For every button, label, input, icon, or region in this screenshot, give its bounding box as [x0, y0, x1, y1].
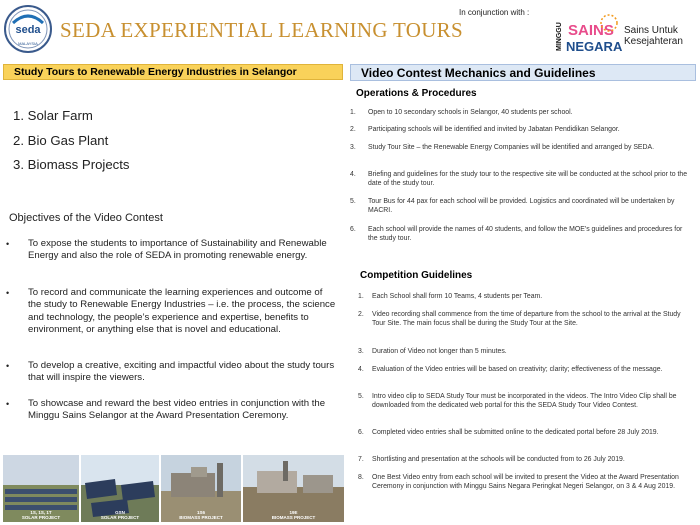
list-item: 4. Briefing and guidelines for the study tour to the respective site will be conducted at the school prior to the date of the study tour. — [350, 171, 688, 188]
svg-text:MALAYSIA: MALAYSIA — [18, 41, 38, 46]
photo-caption: 19E BIOMASS PROJECT — [271, 510, 316, 520]
list-item: 1. Each School shall form 10 Teams, 4 students per Team. — [358, 293, 543, 300]
solar-farm-photo — [3, 455, 79, 522]
list-item: 3. Duration of Video not longer than 5 minutes. — [358, 348, 507, 355]
tour-list — [13, 108, 130, 182]
list-item: 5. Intro video clip to SEDA Study Tour must be incorporated in the videos. The Intro Video Clip shall be downloaded from the dedicated web portal for this the SEDA Study Tour Video Contest. — [358, 393, 677, 410]
competition-heading: Competition Guidelines — [360, 270, 473, 281]
svg-text:seda: seda — [15, 24, 41, 36]
objectives-list — [6, 238, 338, 423]
operations-list — [350, 108, 692, 243]
list-item: 1. Solar Farm — [13, 108, 93, 123]
list-item: • To showcase and reward the best video entries in conjunction with the Minggu Sains Selangor at the Award Presentation Ceremony. — [6, 398, 338, 423]
conjunction-label: In conjunction with : — [459, 8, 530, 17]
biomass-plant-photo — [161, 455, 241, 522]
list-item: 6. Completed video entries shall be submitted online to the dedicated portal before 28 July 2019. — [358, 429, 659, 436]
minggu-sains-negara-logo — [555, 11, 623, 55]
list-item: 7. Shortlisting and presentation at the schools will be conducted from to 26 July 2019. — [358, 456, 625, 463]
biomass-site-photo — [243, 455, 344, 522]
photo-caption: 1S, 1S, 1T SOLAR PROJECT — [21, 510, 61, 520]
photo-caption: GSN SOLAR PROJECT — [100, 510, 140, 520]
objectives-heading: Objectives of the Video Contest — [9, 212, 163, 224]
list-item: 3. Biomass Projects — [13, 157, 130, 172]
svg-text:MINGGU: MINGGU — [556, 22, 563, 51]
sains-tagline: Sains Untuk Kesejahteran — [624, 25, 683, 47]
list-item: 2. Video recording shall commence from the time of departure from the school to the arrival at the Study Tour Site. The main focus shall be during the Study Tour at the Site. — [358, 311, 681, 328]
page-title: SEDA EXPERIENTIAL LEARNING TOURS — [60, 18, 463, 42]
list-item: 8. One Best Video entry from each school will be invited to present the Video at the Award Presentation Ceremony in conjunction with Minggu Sains Negara Peringkat Negeri Selangor, on 3 & 4 Aug 2019. — [358, 474, 679, 491]
list-item: 2. Participating schools will be identified and invited by Jabatan Pendidikan Selangor. — [350, 126, 620, 133]
list-item: • To expose the students to importance of Sustainability and Renewable Energy and also the role of SEDA in promoting renewable energy. — [6, 238, 338, 287]
list-item: 6. Each school will provide the names of 40 students, and follow the MOE’s guidelines and procedures for the study tour. — [350, 226, 683, 243]
project-photo-strip — [3, 455, 344, 522]
list-item: 2. Bio Gas Plant — [13, 132, 109, 148]
photo-caption: 1S6 BIOMASS PROJECT — [179, 510, 223, 520]
left-section-banner: Study Tours to Renewable Energy Industries in Selangor — [3, 64, 343, 80]
svg-text:SAINS: SAINS — [568, 22, 614, 39]
competition-list — [358, 292, 694, 491]
operations-heading: Operations & Procedures — [356, 88, 477, 99]
list-item: 3. Study Tour Site – the Renewable Energy Companies will be identified and arranged by SEDA. — [350, 144, 655, 151]
list-item: 1. Open to 10 secondary schools in Selangor, 40 students per school. — [350, 109, 573, 116]
seda-logo — [3, 3, 53, 57]
list-item: • To record and communicate the learning experiences and outcome of the study to Renewable Energy Industries – i.e. the process, the science and technology, the people’s experience and expertise, benefits to environment, or anything else that is novel and educational. — [6, 287, 338, 360]
svg-text:NEGARA: NEGARA — [566, 39, 623, 54]
list-item: 4. Evaluation of the Video entries will be based on creativity; clarity; effectiveness of the message. — [358, 366, 663, 373]
right-section-banner: Video Contest Mechanics and Guidelines — [350, 64, 696, 81]
list-item: 5. Tour Bus for 44 pax for each school will be provided. Logistics and coordinated will be undertaken by MACRI. — [350, 198, 675, 215]
list-item: • To develop a creative, exciting and impactful video about the study tours that will inspire the viewers. — [6, 360, 338, 398]
solar-panels-photo — [81, 455, 159, 522]
